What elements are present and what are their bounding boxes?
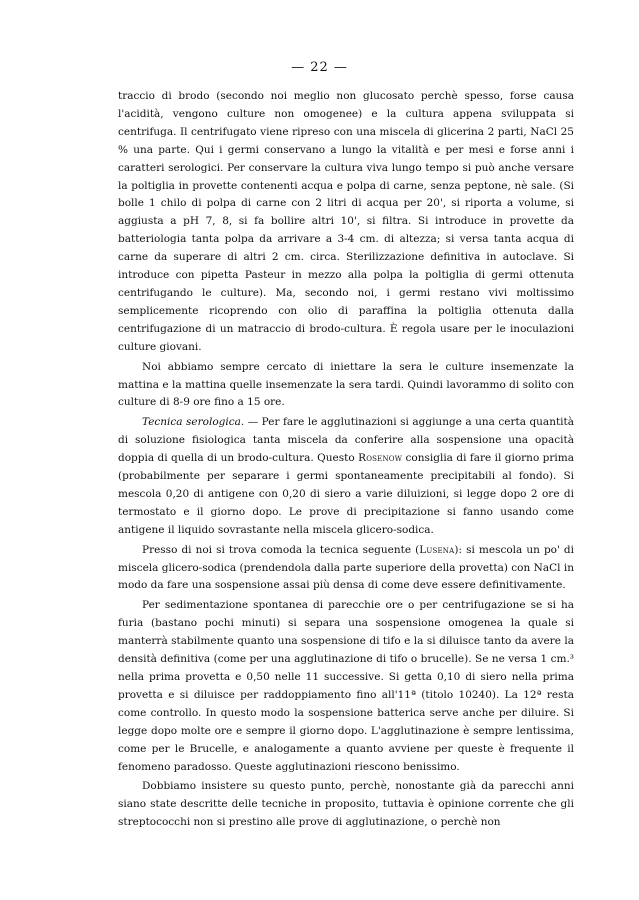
author-name-rosenow: Rosenow <box>358 452 403 465</box>
paragraph-text-part: ): si mescola un po' di miscela glicero-sodica (prendendola dalla parte superiore della provetta) con NaCl in modo da fare una sospensione assai più densa di come deve essere definitivamente. <box>118 543 575 592</box>
paragraph-culture-conservation: traccio di brodo (secondo noi meglio non glucosato perchè spesso, forse causa l'acidità, vengono culture non omogenee) e la cultura appena sviluppata si centrifuga. Il centrifugato viene ripreso con una miscela di glicerina 2 parti, NaCl 25 % una parte. Qui i germi conservano a lungo la vitalità e per mesi e forse anni i caratteri serologici. Per conservare la cultura viva lungo tempo si può anche versare la poltiglia in provette contenenti acqua e polpa di carne, senza peptone, nè sale. (Si bolle 1 chilo di polpa di carne con 2 litri di acqua per 20', si riporta a volume, si aggiusta a pH 7, 8, si fa bollire altri 10', si filtra. Si introduce in provette da batteriologia tanta polpa da arrivare a 3-4 cm. di altezza; si versa tanta acqua di carne da superare di altri 2 cm. circa. Sterilizzazione definitiva in autoclave. Si introduce con pipetta Pasteur in mezzo alla polpa la poltiglia di germi ottenuta centrifugando le culture). Ma, secondo noi, i germi restano vivi moltissimo semplicemente ricoprendo con olio di paraffina la poltiglia ottenuta dalla centrifugazione di un matraccio di brodo-cultura. È regola usare per le inoculazioni culture giovani. <box>118 90 574 353</box>
body-text <box>118 88 574 832</box>
paragraph-sedimentation: Per sedimentazione spontanea di parecchie ore o per centrifugazione se si ha furia (bastano pochi minuti) si separa una sospensione omogenea la quale si manterrà stabilmente quanto una sospensione di tifo e la si diluisce tanto da avere la densità definitiva (come per una agglutinazione di tifo o brucelle). Se ne versa 1 cm.³ nella prima provetta e 0,50 nelle 11 successive. Si getta 0,10 di siero nella prima provetta e si diluisce per raddoppiamento fino all'11ª (titolo 10240). La 12ª resta come controllo. In questo modo la sospensione batterica serve anche per diluire. Si legge dopo molte ore e sempre il giorno dopo. L'agglutinazione è sempre lentissima, come per le Brucelle, e analogamente a quanto avviene per queste è frequente il fenomeno paradosso. Queste agglutinazioni riescono benissimo. <box>118 599 574 773</box>
author-name-lusena: Lusena <box>419 543 455 556</box>
paragraph-lusena-technique <box>118 542 574 596</box>
paragraph-text-part: — Per fare le agglutinazioni si aggiunge a una certa quantità di soluzione fisiologica tanta miscela da conferire alla sospensione una opacità doppia di quella di un brodo-cultura. Questo <box>118 416 575 465</box>
paragraph-text-part: consiglia di fare il giorno prima (probabilmente per separare i germi spontaneamente precipitabili al fondo). Si mescola 0,20 di antigene con 0,20 di siero a varie diluizioni, si legge dopo 2 ore di termostato e il giorno dopo. Le prove di precipitazione si fanno usando come antigene il liquido sovrastante nella miscela glicero-sodica. <box>118 452 574 536</box>
paragraph-text-part: Presso di noi si trova comoda la tecnica seguente ( <box>142 543 420 556</box>
section-heading-tecnica-serologica: Tecnica serologica. <box>142 416 245 429</box>
paragraph-conclusion: Dobbiamo insistere su questo punto, perchè, nonostante già da parecchi anni siano state descritte delle tecniche in proposito, tuttavia è opinione corrente che gli streptococchi non si prestino alle prove di agglutinazione, o perchè non <box>118 780 574 829</box>
paragraph-injection-timing: Noi abbiamo sempre cercato di iniettare la sera le culture insemenzate la mattina e la mattina quelle insemenzate la sera tardi. Quindi lavorammo di solito con culture di 8-9 ore fino a 15 ore. <box>118 360 574 409</box>
paragraph-serological-technique <box>118 414 574 539</box>
page-number: — 22 — <box>291 60 348 75</box>
